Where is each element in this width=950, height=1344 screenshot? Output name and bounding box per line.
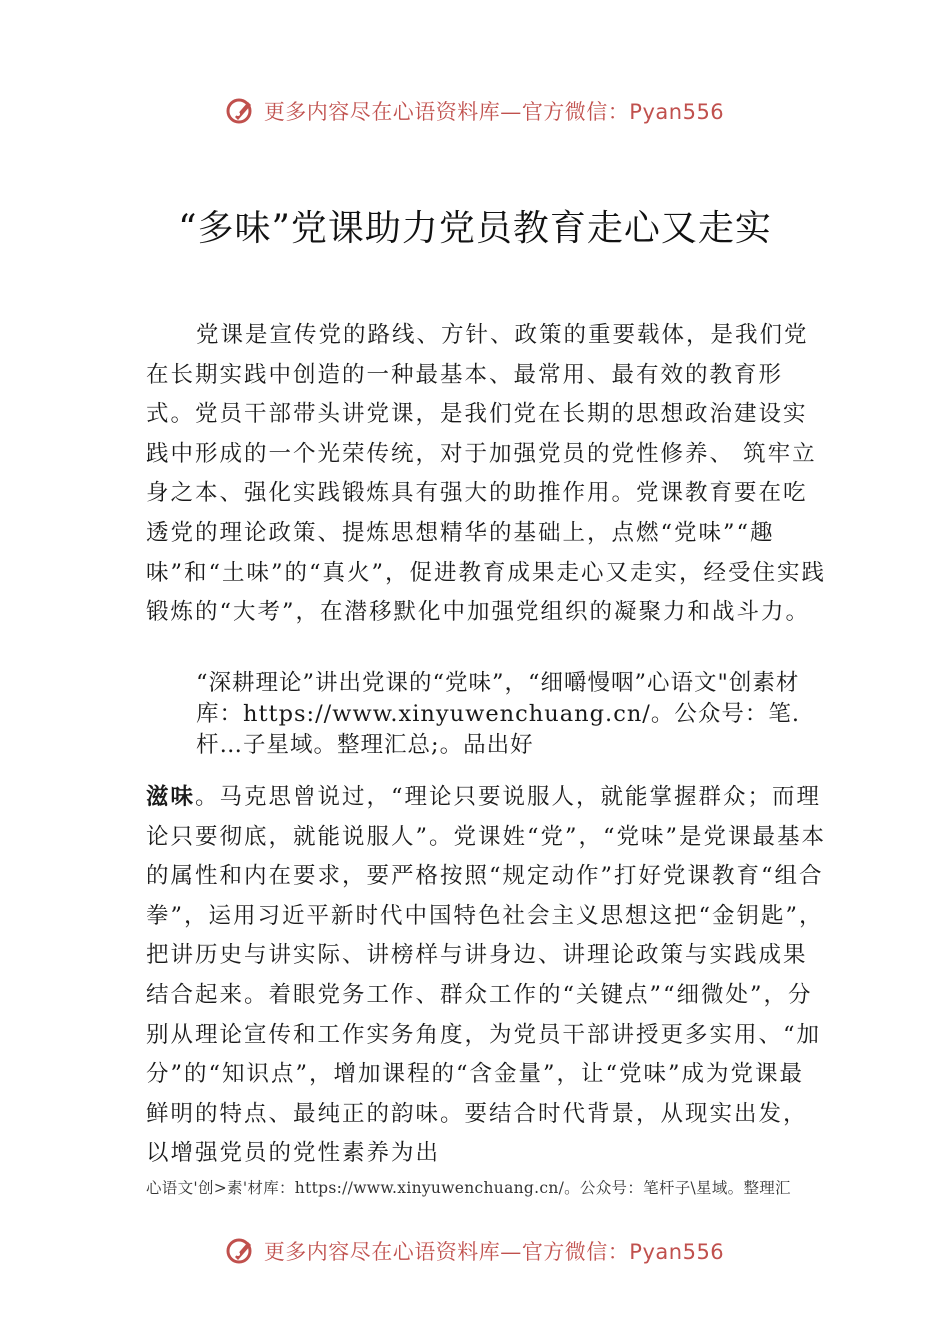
paragraph-main — [146, 778, 826, 1174]
document-title: “多味”党课助力党员教育走心又走实 — [178, 208, 772, 249]
pen-logo-icon — [226, 1236, 256, 1266]
source-footnote: 心语文'创>素'材库：https://www.xinyuwenchuang.cn/。公众号：笔杆子\星域。整理汇 — [146, 1179, 791, 1197]
bold-keyword: 滋味 — [146, 784, 196, 810]
banner-wechat-text: 官方微信：Pyan556 — [521, 1240, 725, 1264]
paragraph-main-text: 。马克思曾说过，“理论只要说服人，就能掌握群众；而理论只要彻底，就能说服人”。党课姓“党”，“党味”是党课最基本的属性和内在要求，要严格按照“规定动作”打好党课教育“组合拳”，运用习近平新时代中国特色社会主义思想这把“金钥匙”，把讲历史与讲实际、讲榜样与讲身边、讲理论政策与实践成果结合起来。着眼党务工作、群众工作的“关键点”“细微处”，分别从理论宣传和工作实务角度，为党员干部讲授更多实用、“加分”的“知识点”，增加课程的“含金量”，让“党味”成为党课最鲜明的特点、最纯正的韵味。要结合时代背景，从现实出发，以增强党员的党性素养为出 — [146, 784, 827, 1167]
footer-banner — [0, 1236, 950, 1266]
banner-wechat-text: 官方微信：Pyan556 — [521, 100, 725, 124]
paragraph-intro: 党课是宣传党的路线、方针、政策的重要载体，是我们党在长期实践中创造的一种最基本、最常用、最有效的教育形式。党员干部带头讲党课，是我们党在长期的思想政治建设实践中形成的一个光荣传统，对于加强党员的党性修养、 筑牢立身之本、强化实践锻炼具有强大的助推作用。党课教育要在吃透党的理论政策、提炼思想精华的基础上，点燃“党味”“趣味”和“土味”的“真火”，促进教育成果走心又走实，经受住实践锻炼的“大考”，在潜移默化中加强党组织的凝聚力和战斗力。 — [146, 322, 827, 626]
paragraph-subheading: “深耕理论”讲出党课的“党味”，“细嚼慢咽”心语文"创素材库：https://www.xinyuwenchuang.cn/。公众号：笔.杆…子星域。整理汇总;。品出好 — [196, 670, 801, 758]
pen-logo-icon — [226, 96, 256, 126]
header-banner — [0, 96, 950, 126]
banner-main-text: 更多内容尽在心语资料库— — [263, 100, 522, 124]
banner-main-text: 更多内容尽在心语资料库— — [263, 1240, 522, 1264]
